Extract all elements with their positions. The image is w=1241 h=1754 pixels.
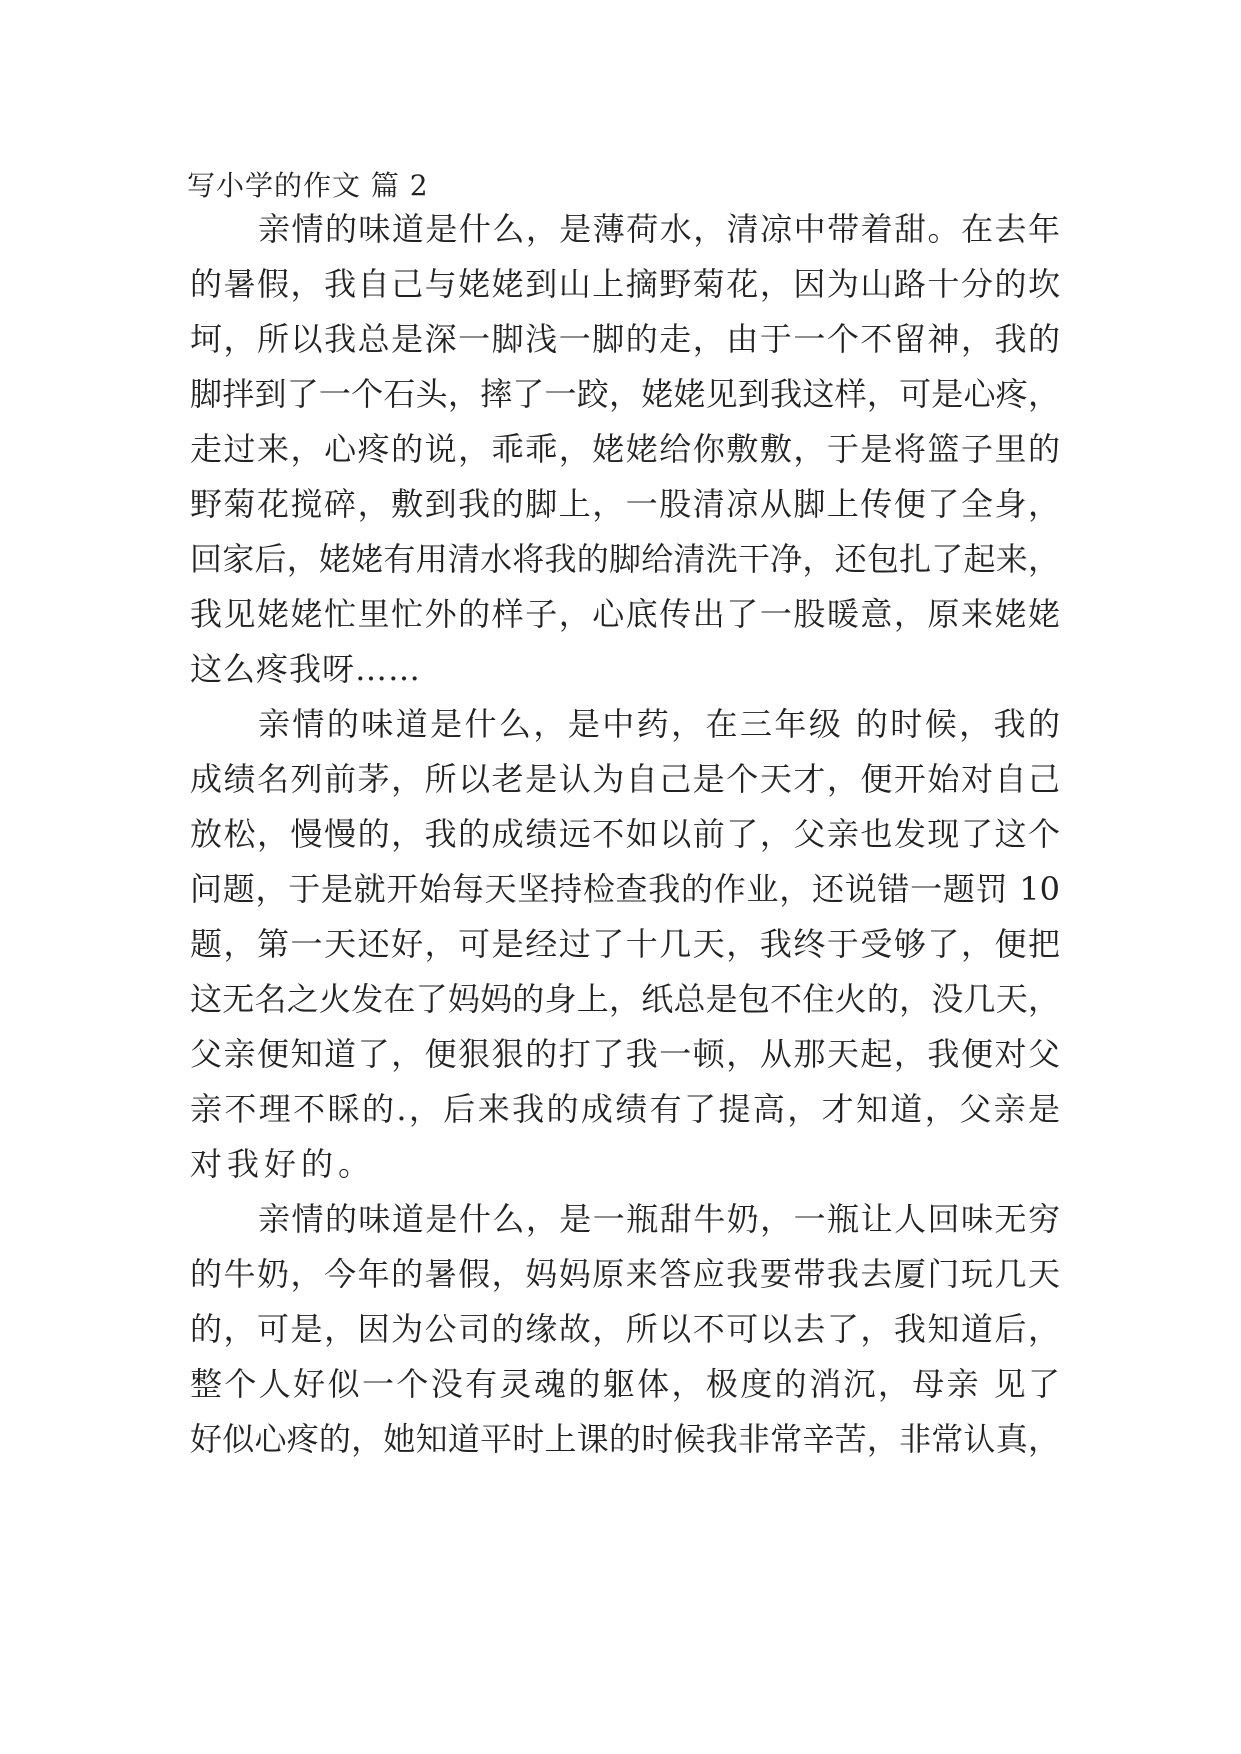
paragraph-1-line-7: 回家后，姥姥有用清水将我的脚给清洗干净，还包扎了起来， [190,540,1060,578]
paragraph-3-line-5: 好似心疼的，她知道平时上课的时候我非常辛苦，非常认真， [190,1420,1060,1458]
paragraph-1-line-8: 我见姥姥忙里忙外的样子，心底传出了一股暖意，原来姥姥 [190,595,1060,633]
essay-title: 写小学的作文 篇 2 [187,169,429,202]
paragraph-1-line-2: 的暑假，我自己与姥姥到山上摘野菊花，因为山路十分的坎 [190,265,1060,303]
paragraph-2-line-4: 问题，于是就开始每天坚持检查我的作业，还说错一题罚 10 [190,870,1060,908]
paragraph-2-line-9: 对我好的。 [190,1145,376,1183]
paragraph-1-line-5: 走过来，心疼的说，乖乖，姥姥给你敷敷，于是将篮子里的 [190,430,1060,468]
paragraph-2-line-7: 父亲便知道了，便狠狠的打了我一顿，从那天起，我便对父 [190,1035,1060,1073]
paragraph-3-line-1: 亲情的味道是什么，是一瓶甜牛奶，一瓶让人回味无穷 [258,1200,1060,1238]
paragraph-2-line-6: 这无名之火发在了妈妈的身上，纸总是包不住火的，没几天， [190,980,1060,1018]
paragraph-3-line-3: 的，可是，因为公司的缘故，所以不可以去了，我知道后， [190,1310,1060,1348]
paragraph-2-line-3: 放松，慢慢的，我的成绩远不如以前了，父亲也发现了这个 [190,815,1060,853]
paragraph-2-line-2: 成绩名列前茅，所以老是认为自己是个天才，便开始对自己 [190,760,1060,798]
paragraph-2-line-8: 亲不理不睬的.，后来我的成绩有了提高，才知道，父亲是 [190,1090,1060,1128]
paragraph-1-line-1: 亲情的味道是什么，是薄荷水，清凉中带着甜。在去年 [258,210,1060,248]
paragraph-2-line-1: 亲情的味道是什么，是中药，在三年级 的时候，我的 [258,705,1060,743]
paragraph-1-line-6: 野菊花搅碎，敷到我的脚上，一股清凉从脚上传便了全身， [190,485,1060,523]
paragraph-1-line-3: 坷，所以我总是深一脚浅一脚的走，由于一个不留神，我的 [190,320,1060,358]
paragraph-2-line-5: 题，第一天还好，可是经过了十几天，我终于受够了，便把 [190,925,1060,963]
paragraph-3-line-4: 整个人好似一个没有灵魂的躯体，极度的消沉，母亲 见了 [190,1365,1060,1403]
paragraph-3-line-2: 的牛奶，今年的暑假，妈妈原来答应我要带我去厦门玩几天 [190,1255,1060,1293]
paragraph-1-line-9: 这么疼我呀…… [190,650,422,688]
paragraph-1-line-4: 脚拌到了一个石头，摔了一跤，姥姥见到我这样，可是心疼， [190,375,1060,413]
